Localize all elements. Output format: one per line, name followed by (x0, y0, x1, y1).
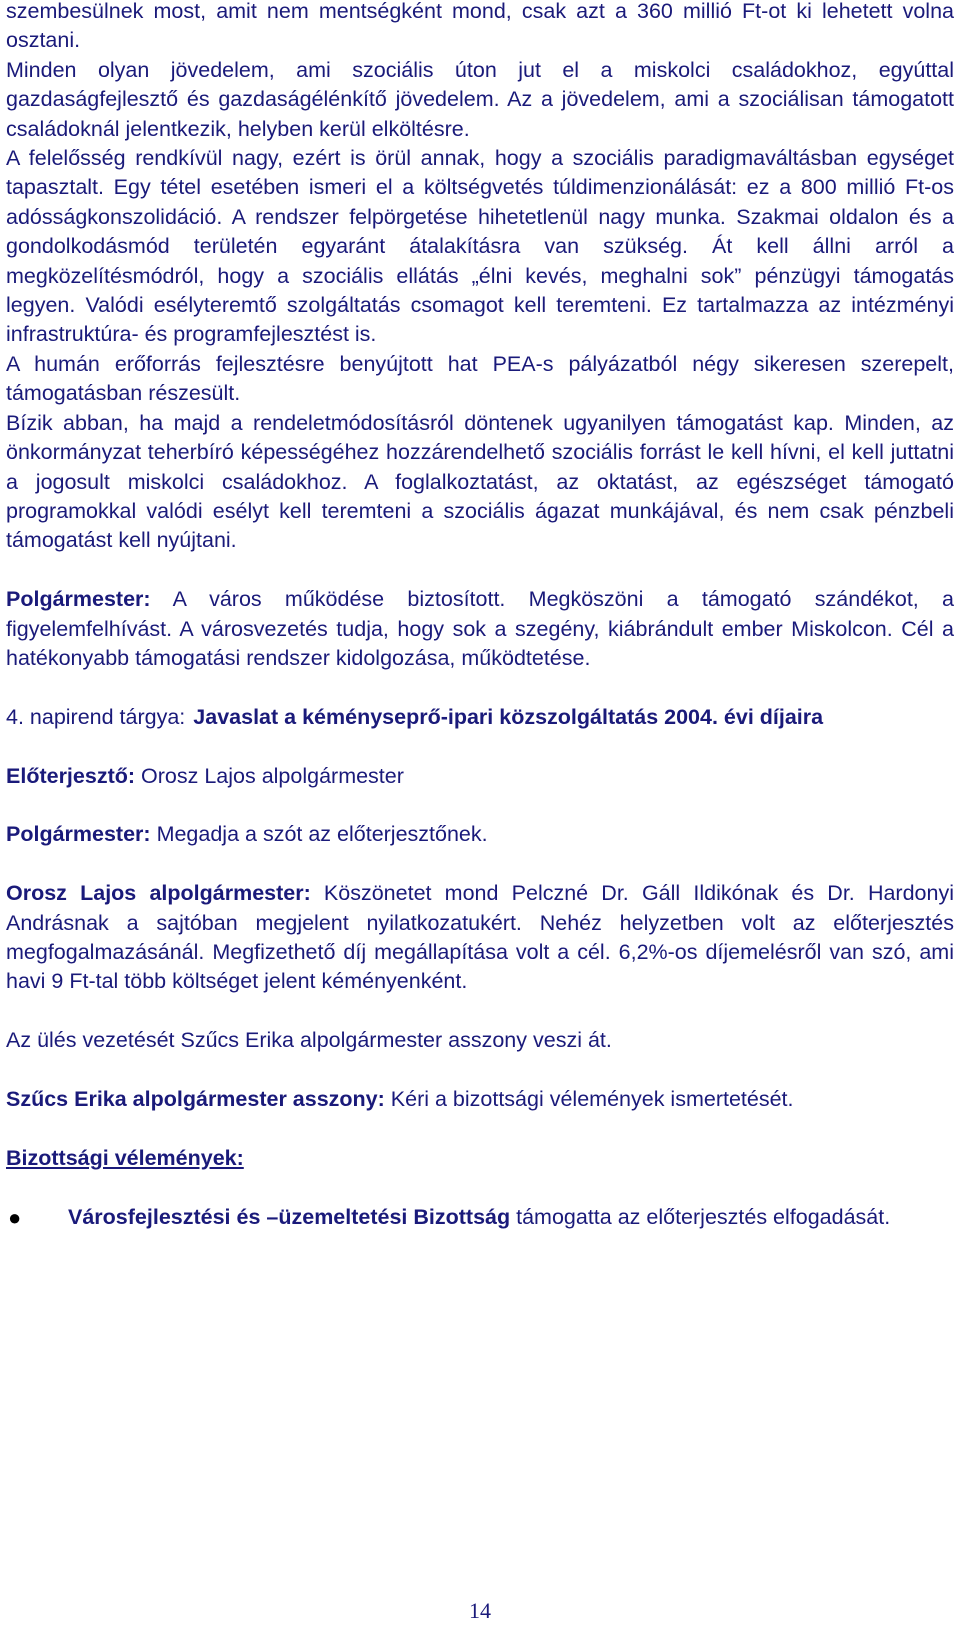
page-number: 14 (469, 1598, 491, 1623)
committee-name: Városfejlesztési és –üzemeltetési Bizottság (68, 1204, 511, 1229)
mayor-statement-2 (6, 820, 954, 849)
paragraph-1: szembesülnek most, amit nem mentségként mond, csak azt a 360 millió Ft-ot ki lehetett volna osztani. (6, 0, 954, 53)
paragraph-2: Minden olyan jövedelem, ami szociális úton jut el a miskolci családokhoz, egyúttal gazdaságfejlesztő és gazdaságélénkítő jövedelem. Az a jövedelem, ami a szociálisan támogatott családoknál jelentkezik, helyben kerül elköltésre. (6, 57, 954, 141)
document-page (6, 0, 954, 1232)
agenda-title: Javaslat a kéményseprő-ipari közszolgáltatás 2004. évi díjaira (193, 704, 824, 729)
paragraph-5: Bízik abban, ha majd a rendeletmódosításról döntenek ugyanilyen támogatást kap. Minden, az önkormányzat teherbíró képességéhez hozzárendelhető szociális forrást le kell hívni, el kell juttatni a jogosult miskolci családokhoz. A foglalkoztatást, az oktatást, az egészséget támogató programokkal valódi esélyt kell teremteni a szociális ágazat munkájával, és nem csak pénzbeli támogatást kell nyújtani. (6, 410, 954, 553)
speaker-name: Polgármester: (6, 587, 151, 612)
statement-text: A város működése biztosított. Megköszöni a támogató szándékot, a figyelemfelhívást. A városvezetés tudja, hogy sok a szegény, kiábrándult ember Miskolcon. Cél a hatékonyabb támogatási rendszer kidolgozása, működtetése. (6, 587, 954, 670)
speaker-name: Polgármester: (6, 822, 151, 847)
speaker-name: Szűcs Erika alpolgármester asszony: (6, 1086, 385, 1111)
committee-heading-line (6, 1144, 954, 1173)
statement-text: Köszönetet mond Pelczné Dr. Gáll Ildikónak és Dr. Hardonyi Andrásnak a sajtóban megjelent nyilatkozatukért. Nehéz helyzetben volt az előterjesztés megfogalmazásánál. Megfizethető díj megállapítása volt a cél. 6,2%-os díjemelésről van szó, ami havi 9 Ft-tal több költséget jelent kéményenként. (6, 881, 954, 994)
agenda-label: 4. napirend tárgya: (6, 704, 186, 729)
chair-handover: Az ülés vezetését Szűcs Erika alpolgármester asszony veszi át. (6, 1028, 612, 1053)
presenter-line (6, 762, 954, 791)
orosz-statement (6, 879, 954, 997)
committee-decision: támogatta az előterjesztés elfogadását. (510, 1204, 891, 1229)
committee-opinion-item (6, 1203, 954, 1232)
paragraph-3: A felelősség rendkívül nagy, ezért is örül annak, hogy a szociális paradigmaváltásban egységet tapasztalt. Egy tétel esetében ismeri el a költségvetés túldimenzionálását: ez a 800 millió Ft-os adósságkonszolidáció. A rendszer felpörgetése hihetetlenül nagy munka. Szakmai oldalon és a gondolkodásmód területén egyaránt átalakításra van szükség. Át kell állni arról a megközelítésmódról, hogy a szociális ellátás „élni kevés, meghalni sok” pénzügyi támogatás legyen. Valódi esélyteremtő szolgáltatás csomagot kell teremteni. Ez tartalmazza az intézményi infrastruktúra- és programfejlesztést is. (6, 146, 954, 347)
speaker-name: Orosz Lajos alpolgármester: (6, 881, 311, 906)
committee-opinion-text (68, 1203, 954, 1232)
committee-heading: Bizottsági vélemények: (6, 1145, 244, 1170)
szucs-statement (6, 1085, 954, 1114)
presenter-name: Orosz Lajos alpolgármester (135, 763, 404, 788)
presenter-label: Előterjesztő: (6, 763, 136, 788)
paragraph-4: A humán erőforrás fejlesztésre benyújtott hat PEA-s pályázatból négy sikeresen szerepelt, támogatásban részesült. (6, 351, 954, 406)
statement-text: Megadja a szót az előterjesztőnek. (150, 822, 488, 847)
agenda-item (6, 703, 954, 732)
bullet-dot-icon: ● (8, 1204, 22, 1230)
statement-text: Kéri a bizottsági vélemények ismertetését. (384, 1086, 794, 1111)
mayor-statement-1 (6, 585, 954, 673)
